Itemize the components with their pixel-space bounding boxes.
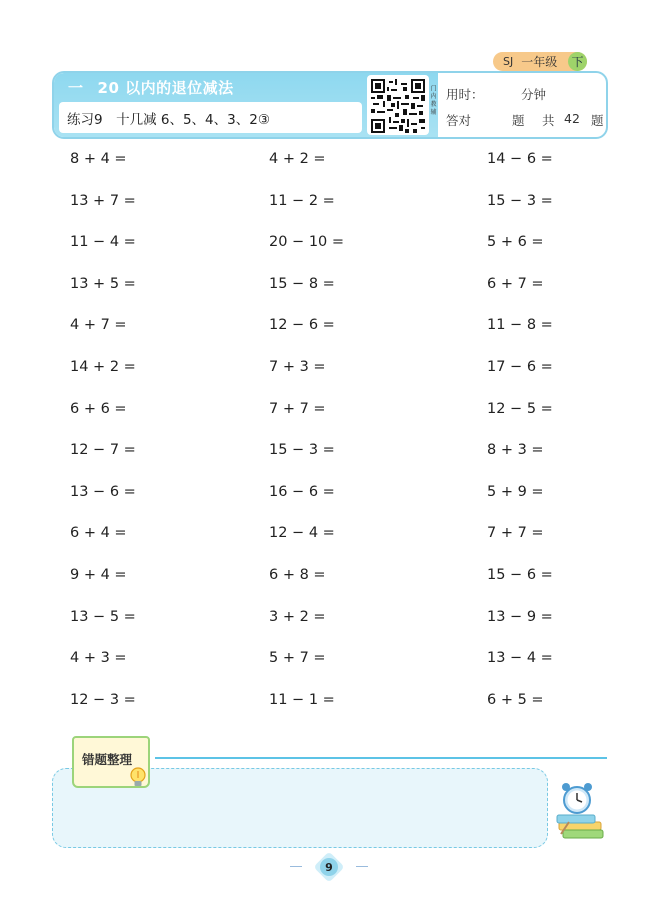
- problem-item: 13 − 5 =: [70, 608, 136, 625]
- problem-item: 13 + 5 =: [70, 275, 136, 292]
- problem-item: 12 − 3 =: [70, 691, 136, 708]
- problem-item: 9 + 4 =: [70, 567, 127, 583]
- problem-item: 6 + 8 =: [269, 567, 326, 583]
- alarm-clock-books-icon: [555, 780, 607, 842]
- problem-item: 12 − 5 =: [487, 400, 553, 417]
- problem-item: 17 − 6 =: [487, 359, 553, 375]
- grade-label: 一年级: [521, 55, 558, 69]
- problem-item: 4 + 3 =: [70, 650, 127, 667]
- problem-item: 15 − 6 =: [487, 567, 553, 583]
- problem-item: 5 + 7 =: [269, 650, 326, 667]
- problem-item: 6 + 7 =: [487, 275, 544, 292]
- problem-item: 13 − 4 =: [487, 650, 553, 667]
- problem-item: 12 − 4 =: [269, 525, 335, 542]
- problem-item: 11 − 2 =: [269, 192, 335, 209]
- term-badge: 下: [568, 52, 587, 71]
- problem-item: 13 + 7 =: [70, 192, 136, 209]
- question-label-total: 题: [591, 113, 604, 128]
- problem-item: 11 − 4 =: [70, 234, 136, 251]
- time-used-row: [446, 85, 547, 103]
- grade-badge: [493, 52, 587, 71]
- total-label: 共: [542, 113, 555, 128]
- problem-item: 4 + 7 =: [70, 317, 127, 334]
- problem-item: 13 − 6 =: [70, 483, 136, 500]
- time-label: 用时：: [446, 87, 484, 102]
- problem-item: 6 + 5 =: [487, 691, 544, 708]
- problem-item: 16 − 6 =: [269, 483, 335, 500]
- correct-label: 答对: [446, 113, 472, 128]
- mistake-label: 错题整理: [82, 752, 133, 767]
- problem-item: 6 + 6 =: [70, 400, 127, 417]
- problem-item: 6 + 4 =: [70, 525, 127, 542]
- problem-item: 15 − 3 =: [487, 192, 553, 209]
- problem-item: 11 − 1 =: [269, 691, 335, 708]
- problem-item: 12 − 6 =: [269, 317, 335, 334]
- lesson-title: 练习9 十几减 6、5、4、3、2③: [67, 111, 270, 128]
- problem-item: 7 + 3 =: [269, 359, 326, 375]
- problem-item: 14 − 6 =: [487, 151, 553, 167]
- problem-item: 5 + 6 =: [487, 234, 544, 251]
- qr-caption: 门 内 教 辅: [429, 85, 436, 115]
- problem-item: 5 + 9 =: [487, 483, 544, 500]
- problem-item: 8 + 4 =: [70, 151, 127, 167]
- problem-item: 11 − 8 =: [487, 317, 553, 334]
- problem-item: 12 − 7 =: [70, 442, 136, 459]
- qr-code[interactable]: [367, 75, 429, 135]
- question-label: 题: [512, 113, 525, 128]
- problem-item: 7 + 7 =: [269, 400, 326, 417]
- exercise-header: [52, 71, 608, 139]
- page-number: 9: [320, 858, 338, 876]
- problem-item: 8 + 3 =: [487, 442, 544, 459]
- lightbulb-icon: [128, 766, 148, 792]
- problem-item: 14 + 2 =: [70, 359, 136, 375]
- problem-item: 7 + 7 =: [487, 525, 544, 542]
- mistake-divider: [155, 757, 607, 759]
- problem-item: 15 − 8 =: [269, 275, 335, 292]
- lesson-title-box: [59, 102, 362, 133]
- unit-number: 一: [68, 79, 84, 97]
- time-unit: 分钟: [521, 87, 547, 102]
- total-count: 42: [564, 111, 580, 126]
- unit-title-text: 20 以内的退位减法: [97, 79, 234, 97]
- problem-item: 3 + 2 =: [269, 608, 326, 625]
- page-dash-left: [290, 866, 302, 867]
- page-number-badge: [314, 852, 344, 882]
- problem-item: 20 − 10 =: [269, 234, 345, 251]
- publisher-code: SJ: [503, 55, 514, 68]
- problem-item: 15 − 3 =: [269, 442, 335, 459]
- page-dash-right: [356, 866, 368, 867]
- problem-item: 4 + 2 =: [269, 151, 326, 167]
- problem-item: 13 − 9 =: [487, 608, 553, 625]
- unit-title: [68, 77, 234, 98]
- qr-code-icon: [371, 79, 425, 133]
- header-title-panel: [54, 73, 438, 137]
